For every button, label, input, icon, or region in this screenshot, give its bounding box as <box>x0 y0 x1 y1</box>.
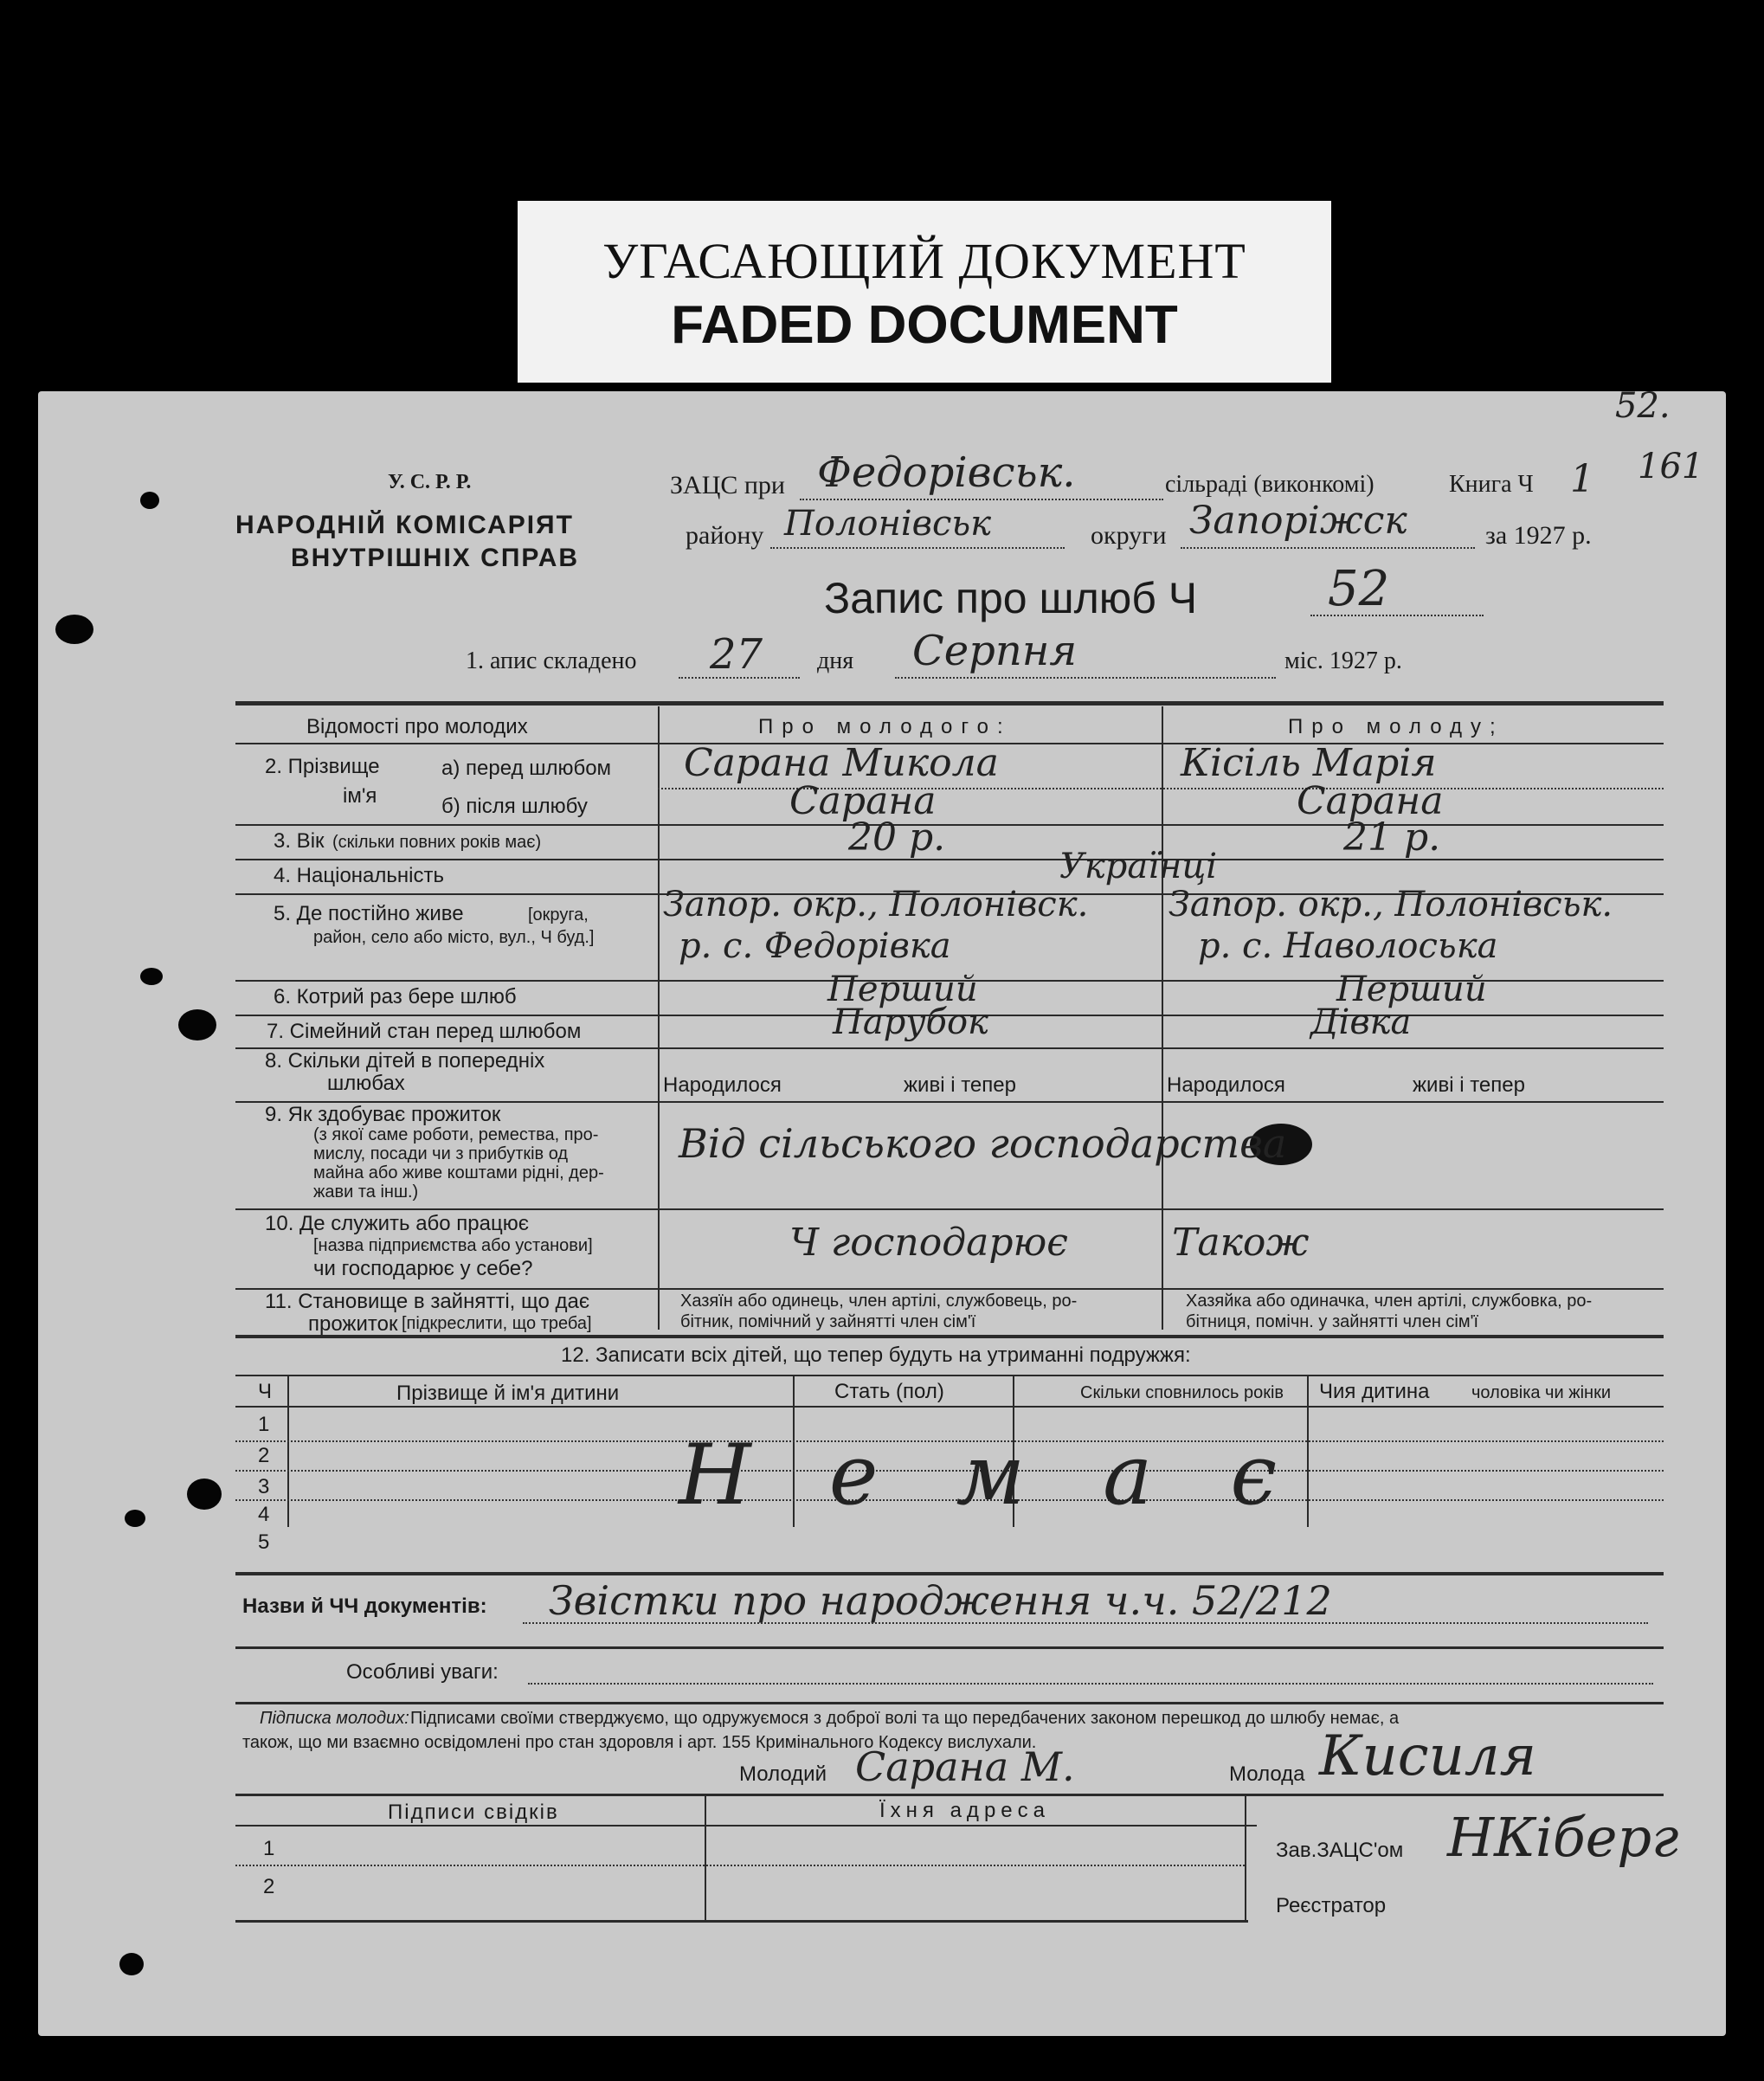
table-top-rule <box>235 701 1664 705</box>
sign-text-2: також, що ми взаємно освідомлені про стан здоровля і арт. 155 Кримінального Кодексу вислухали. <box>242 1733 1037 1752</box>
child-row-1: 1 <box>258 1413 270 1436</box>
groom-occupation-1: Хазяїн або одинець, член артілі, службовець, ро- <box>680 1292 1078 1311</box>
children-value: Немає <box>679 1427 1355 1524</box>
village-value: Федорівськ. <box>817 448 1076 497</box>
witness-h-sign: Підписи свідків <box>388 1801 559 1824</box>
notes-label: Особливі уваги: <box>346 1660 499 1684</box>
child-row-4: 4 <box>258 1503 270 1526</box>
bride-children-born-label: Народилося <box>1167 1073 1285 1097</box>
corner-number-2: 161 <box>1638 447 1704 486</box>
bride-residence-2: р. с. Наволоська <box>1198 926 1498 966</box>
date-month: Серпня <box>912 627 1078 675</box>
bride-occupation-2: бітниця, помічн. у зайнятті член сім'ї <box>1186 1312 1478 1331</box>
year-label: за 1927 р. <box>1485 521 1592 550</box>
witness-col-1 <box>705 1794 706 1922</box>
docs-label: Назви й ЧЧ документів: <box>242 1595 487 1618</box>
row10-note-2: чи господарює у себе? <box>313 1257 533 1280</box>
col-header-groom: Про молодого: <box>758 715 1012 738</box>
book-label: Книга Ч <box>1449 471 1534 498</box>
row8-label-1: 8. Скільки дітей в попередніх <box>265 1049 545 1073</box>
row11-label: 11. Становище в зайнятті, що дає <box>265 1290 590 1313</box>
record-number: 52 <box>1328 561 1390 617</box>
row9-note-1: (з якої саме роботи, ремества, про- <box>313 1125 599 1144</box>
children-rule-top <box>235 1375 1664 1376</box>
head-signature: НКіберг <box>1447 1806 1679 1869</box>
record-number-line <box>1310 615 1484 616</box>
groom-times: Перший <box>827 970 978 1009</box>
children-h-name: Прізвище й ім'я дитини <box>396 1382 620 1405</box>
witness-row-1: 1 <box>263 1837 275 1860</box>
groom-surname-after: Сарана <box>789 779 937 823</box>
children-heading: 12. Записати всіх дітей, що тепер будуть на утриманні подружжя: <box>561 1343 1191 1367</box>
bride-residence-1: Запор. окр., Полонівськ. <box>1168 885 1613 925</box>
sign-text-1: Підписами своїми стверджуємо, що одружуємося з доброї волі та що передбачених законом перешкод до шлюбу немає, а <box>410 1709 1400 1728</box>
punch-hole-3 <box>140 968 163 985</box>
docs-value: Звістки про народження ч.ч. 52/212 <box>549 1577 1332 1624</box>
row9-note-4: жави та інш.) <box>313 1182 419 1202</box>
bride-sign-label: Молода <box>1229 1762 1305 1786</box>
faded-document-banner <box>518 201 1331 383</box>
groom-workplace: Ч господарює <box>789 1221 1068 1265</box>
notes-line <box>528 1683 1653 1685</box>
row3-label: 3. Вік <box>274 829 325 853</box>
groom-children-born-label: Народилося <box>663 1073 782 1097</box>
row11-label-2: прожиток <box>308 1312 398 1336</box>
date-prefix: 1. апис складено <box>466 647 637 674</box>
table-col-1 <box>658 706 660 1330</box>
col-header-info: Відомості про молодих <box>306 715 528 738</box>
bride-status: Дівка <box>1310 1002 1412 1042</box>
groom-residence-2: р. с. Федорівка <box>679 926 951 966</box>
row10-label: 10. Де служить або працює <box>265 1212 529 1235</box>
witness-rule-head <box>235 1825 1257 1827</box>
children-col-1 <box>287 1375 289 1527</box>
punch-hole-6 <box>125 1510 145 1527</box>
children-rule-head <box>235 1406 1664 1408</box>
bride-surname-after: Сарана <box>1297 779 1444 823</box>
row2-b: б) після шлюбу <box>441 795 588 818</box>
day-label: дня <box>817 647 854 674</box>
banner-ru: УГАСАЮЩИЙ ДОКУМЕНТ <box>602 233 1246 289</box>
witness-row-2: 2 <box>263 1875 275 1898</box>
groom-surname-before: Сарана Микола <box>684 741 999 785</box>
groom-occupation-2: бітник, помічний у зайнятті член сім'ї <box>680 1312 976 1331</box>
banner-en: FADED DOCUMENT <box>671 295 1178 355</box>
bride-age: 21 р. <box>1343 815 1441 860</box>
ministry-line-2: ВНУТРІШНІХ СПРАВ <box>291 544 580 572</box>
marriage-record-form <box>38 386 1726 2036</box>
zags-label: ЗАЦС при <box>670 471 785 499</box>
punch-hole-5 <box>187 1479 222 1510</box>
rule-11 <box>235 1335 1664 1338</box>
row11-note: [підкреслити, що треба] <box>402 1314 592 1333</box>
row9-label: 9. Як здобуває прожиток <box>265 1103 501 1126</box>
groom-sign-label: Молодий <box>739 1762 827 1786</box>
children-h-whose: Чия дитина <box>1319 1380 1430 1403</box>
witness-h-addr: Їхня адреса <box>879 1799 1050 1822</box>
row2-label: 2. Прізвище <box>265 755 380 778</box>
punch-hole-1 <box>140 492 159 509</box>
row10-note-1: [назва підприємства або установи] <box>313 1236 593 1255</box>
row5-note-2: район, село або місто, вул., Ч буд.] <box>313 928 595 947</box>
bride-children-alive-label: живі і тепер <box>1413 1073 1525 1097</box>
docs-rule <box>235 1646 1664 1649</box>
row6-label: 6. Котрий раз бере шлюб <box>274 985 517 1008</box>
corner-number-1: 52. <box>1615 386 1671 426</box>
rule-2 <box>235 824 1664 826</box>
rule-9 <box>235 1208 1664 1210</box>
bride-times: Перший <box>1336 970 1487 1009</box>
head-label: Зав.ЗАЦС'ом <box>1276 1839 1404 1862</box>
bride-signature: Кисиля <box>1319 1724 1536 1788</box>
children-h-whose-note: чоловіка чи жінки <box>1471 1383 1611 1402</box>
child-row-2: 2 <box>258 1444 270 1467</box>
witness-rule-bottom <box>235 1920 1248 1923</box>
bride-surname-before: Кісіль Марія <box>1181 741 1437 785</box>
row9-note-3: майна або живе коштами рідні, дер- <box>313 1163 604 1182</box>
child-row-3: 3 <box>258 1475 270 1498</box>
district-line <box>770 547 1065 549</box>
groom-status: Парубок <box>833 1002 988 1042</box>
republic-label: У. С. Р. Р. <box>388 471 472 493</box>
punch-hole-7 <box>119 1953 144 1975</box>
groom-age: 20 р. <box>848 815 946 860</box>
livelihood-value: Від сільського господарства <box>679 1120 1287 1167</box>
district-label: району <box>686 521 764 550</box>
ministry-line-1: НАРОДНІЙ КОМІСАРІЯТ <box>235 511 574 539</box>
sign-title: Підписка молодих: <box>260 1709 409 1728</box>
registrar-label: Реєстратор <box>1276 1894 1387 1917</box>
groom-signature: Сарана М. <box>855 1743 1075 1790</box>
groom-residence-1: Запор. окр., Полонівск. <box>663 885 1089 925</box>
witness-col-2 <box>1245 1794 1246 1922</box>
row9-note-2: мислу, посади чи з прибутків од <box>313 1144 569 1163</box>
row7-label: 7. Сімейний стан перед шлюбом <box>267 1020 582 1043</box>
nationality-value: Українці <box>1059 847 1218 886</box>
docs-line <box>523 1622 1648 1624</box>
okrug-value: Запоріжск <box>1189 499 1407 543</box>
book-number: 1 <box>1570 457 1594 501</box>
district-value: Полонівськ <box>784 504 992 544</box>
children-rule-bottom <box>235 1572 1664 1575</box>
punch-hole-4 <box>178 1009 216 1040</box>
row5-note-1: [округа, <box>528 905 589 925</box>
col-header-bride: Про молоду; <box>1288 715 1504 738</box>
row2-label-b: ім'я <box>343 784 377 808</box>
month-line <box>895 677 1276 679</box>
row5-label: 5. Де постійно живе <box>274 902 464 925</box>
table-col-2 <box>1162 706 1163 1330</box>
record-title: Запис про шлюб Ч <box>824 574 1198 622</box>
groom-children-alive-label: живі і тепер <box>904 1073 1016 1097</box>
row4-label: 4. Національність <box>274 864 444 887</box>
bride-workplace: Також <box>1172 1221 1310 1265</box>
row3-note: (скільки повних років має) <box>332 833 542 852</box>
okrug-label: округи <box>1091 521 1167 550</box>
children-h-sex: Стать (пол) <box>834 1380 944 1403</box>
children-h-no: Ч <box>258 1380 272 1403</box>
month-label: міс. 1927 р. <box>1284 647 1402 674</box>
row8-label-2: шлюбах <box>327 1072 405 1095</box>
punch-hole-2 <box>55 615 93 644</box>
date-day: 27 <box>710 630 763 679</box>
okrug-line <box>1181 547 1475 549</box>
village-line <box>800 499 1163 500</box>
notes-rule <box>235 1702 1664 1704</box>
bride-occupation-1: Хазяйка або одиначка, член артілі, службовка, ро- <box>1186 1292 1593 1311</box>
rule-3 <box>235 859 1664 860</box>
children-h-age: Скільки сповнилось років <box>1080 1383 1284 1402</box>
sign-rule <box>235 1794 1664 1796</box>
council-label: сільраді (виконкомі) <box>1165 471 1375 498</box>
day-line <box>679 677 800 679</box>
child-row-5: 5 <box>258 1530 270 1554</box>
row2-a: а) перед шлюбом <box>441 757 612 780</box>
witness-rule-1 <box>235 1865 1245 1866</box>
